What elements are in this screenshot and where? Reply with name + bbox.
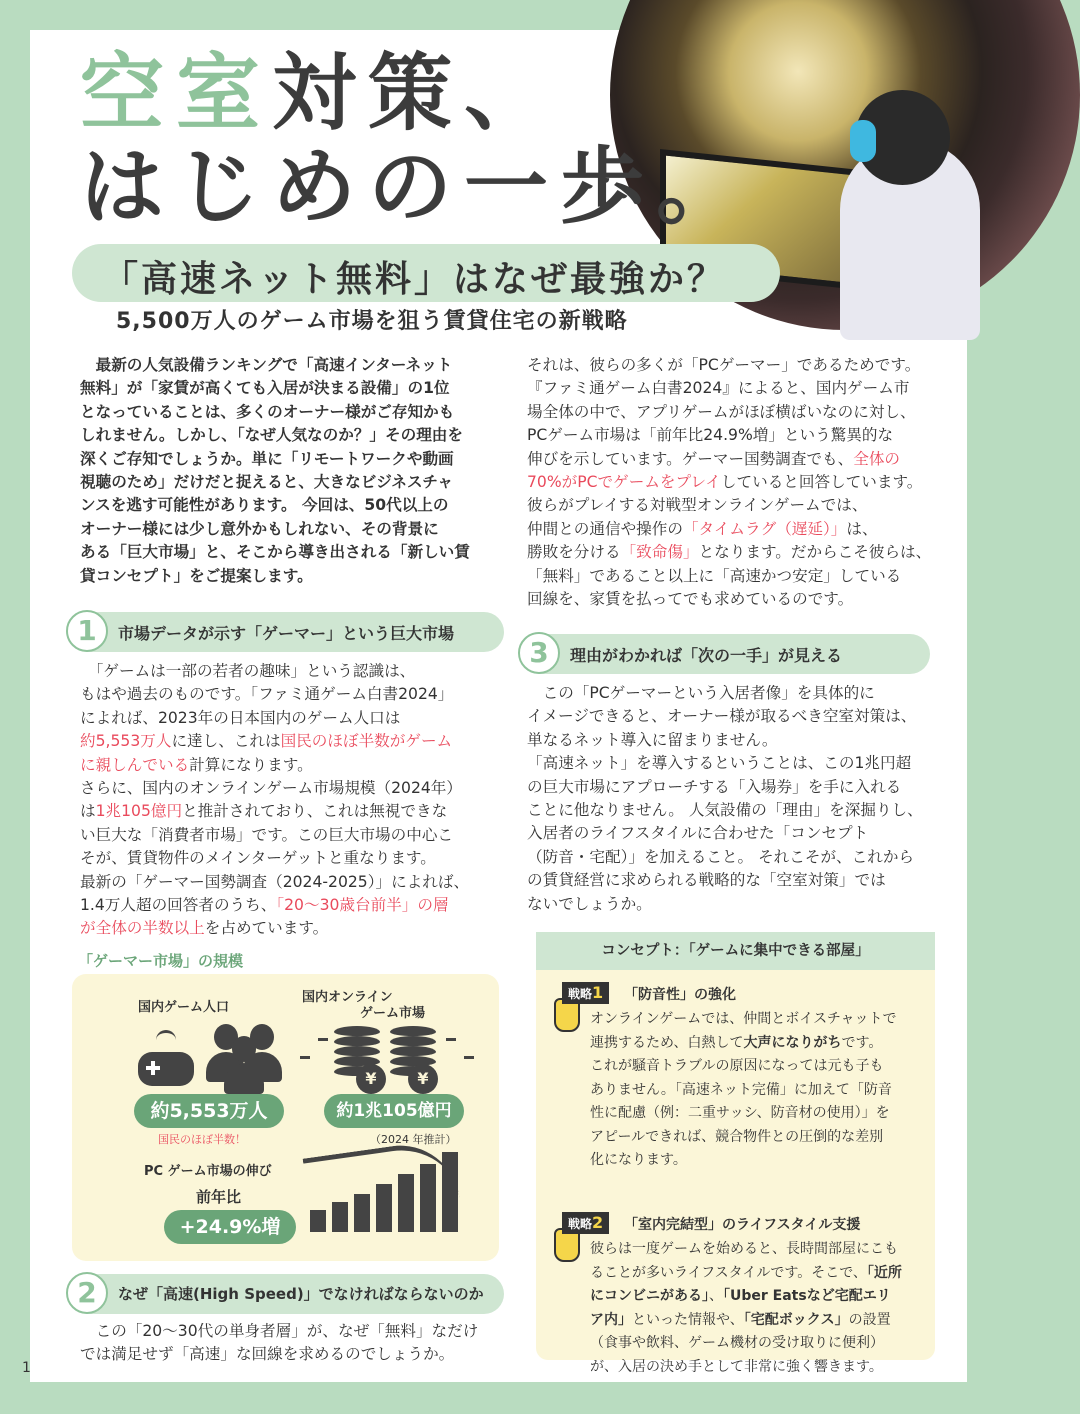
section3-heading (520, 634, 930, 674)
title-rest: 対策、 (272, 44, 561, 142)
body-line: オンラインゲームでは、仲間とボイスチャットで (590, 1011, 897, 1027)
body-line: では満足せず「高速」な回線を求めるのでしょうか。 (80, 1345, 455, 1364)
body-line: の賃貸経営に求められる戦略的な「空室対策」では (527, 871, 886, 890)
body-line: ないでしょうか。 (527, 894, 652, 913)
growth-bar (420, 1164, 436, 1232)
highlight-text: に親しんでいる (80, 755, 190, 774)
body-line: （防音・宅配）」を加えること。 それこそが、これから (527, 847, 915, 866)
online-market-label-1: 国内オンライン (302, 990, 393, 1005)
body-line: い巨大な「消費者市場」です。この巨大市場の中心こ (80, 825, 454, 844)
section1-number: 1 (66, 610, 108, 652)
person-icon (224, 1036, 264, 1094)
body-line: それは、彼らの多くが「PCゲーマー」であるためです。 (527, 356, 921, 374)
body-line: 性に配慮（例：二重サッシ、防音材の使用）」を (590, 1105, 890, 1121)
body-line: この「20〜30代の単身者層」が、なぜ「無料」なだけ (80, 1322, 479, 1340)
intro-line: ンスを逃す可能性があります。 今回は、50代以上の (80, 496, 449, 515)
page (30, 30, 967, 1382)
wifi-icon (156, 1030, 176, 1050)
body-line: の巨大市場にアプローチする「入場券」を手に入れる (527, 777, 902, 796)
intro-line: 視聴のため」だけだと捉えると、大きなビジネスチャ (80, 473, 454, 492)
body-line: によれば、2023年の日本国内のゲーム人口は (80, 708, 401, 727)
dash-icon (464, 1056, 474, 1059)
body-line: 場全体の中で、アプリゲームがほぼ横ばいなのに対し、 (527, 402, 916, 421)
body-line: 化になります。 (590, 1152, 687, 1168)
emphasis-text: 大声になりがち (743, 1034, 842, 1051)
body-line (590, 1032, 926, 1056)
section2-body (80, 1320, 507, 1367)
body-line (527, 541, 937, 564)
body-text: を占めています。 (204, 919, 329, 938)
section1-title: 市場データが示す「ゲーマー」という巨大市場 (118, 624, 455, 643)
body-line: 単なるネット導入に留まりません。 (527, 730, 778, 749)
dash-icon (300, 1056, 310, 1059)
highlight-text: 1兆105億円 (95, 802, 183, 821)
body-line (80, 800, 507, 823)
page-title (80, 46, 752, 234)
highlight-text: 70%がPCでゲームをプレイ (527, 473, 721, 492)
body-text: ることが多いライフスタイルです。そこで、 (590, 1264, 867, 1281)
growth-chart-icon (300, 1142, 476, 1232)
highlight-text: が全体の半数以上 (80, 919, 205, 938)
body-line: 入居者のライフスタイルに合わせた「コンセプト (527, 824, 869, 843)
emphasis-text: 「Uber Eatsなど宅配エリ (723, 1288, 891, 1304)
emphasis-text: にコンビニがある」 (590, 1288, 709, 1304)
body-line (80, 730, 507, 753)
body-line: もはや過去のものです。「ファミ通ゲーム白書2024」 (80, 685, 454, 704)
strategy-tag-text: 戦略 (568, 1217, 593, 1231)
gamepad-icon (138, 1052, 194, 1086)
dash-icon (318, 1038, 328, 1041)
game-population-label: 国内ゲーム人口 (138, 1000, 230, 1015)
body-line: ありません。「高速ネット完備」に加えて「防音 (590, 1081, 892, 1098)
body-line (590, 1285, 930, 1309)
population-note: 国民のほぼ半数！ (158, 1133, 246, 1146)
intro-line: 深くご存知でしょうか。単に「リモートワークや動画 (80, 449, 454, 468)
body-text: は (80, 802, 96, 821)
body-line: イメージできると、オーナー様が取るべき空室対策は、 (527, 707, 917, 726)
highlight-text: 全体の (853, 449, 901, 468)
body-line (80, 917, 507, 940)
emphasis-text: ア内」 (590, 1311, 632, 1328)
strategy1-title: 「防音性」の強化 (624, 987, 736, 1003)
intro-line: ある「巨大市場」と、そこから導き出される「新しい賃 (80, 543, 470, 562)
body-line (80, 754, 507, 777)
population-badge: 約5,553万人 (134, 1094, 284, 1128)
body-line (80, 894, 507, 917)
body-line: が、入居の決め手として非常に強く響きます。 (590, 1358, 883, 1375)
emphasis-text: 「近所 (866, 1264, 902, 1281)
body-line: 彼らがプレイする対戦型オンラインゲームでは、 (527, 496, 868, 515)
body-line: 最新の「ゲーマー国勢調査（2024-2025）」によれば、 (80, 872, 470, 891)
growth-bar (442, 1152, 458, 1232)
section2-title: なぜ「高速(High Speed)」でなければならないのか (118, 1285, 484, 1303)
body-line: ことに他なりません。 人気設備の「理由」を深掘りし、 (527, 801, 923, 820)
market-caption: 「ゲーマー市場」の規模 (78, 952, 244, 970)
intro-line: 最新の人気設備ランキングで「高速インターネット (80, 356, 453, 374)
online-market-label-2: ゲーム市場 (360, 1006, 426, 1021)
concept-header: コンセプト：「ゲームに集中できる部屋」 (536, 932, 935, 970)
body-line: 回線を、家賃を払ってでも求めているのです。 (527, 590, 854, 609)
growth-bar (332, 1202, 348, 1232)
body-line: さらに、国内のオンラインゲーム市場規模（2024年） (80, 779, 462, 798)
body-line (527, 518, 937, 541)
body-line: この「PCゲーマーという入居者像」を具体的に (527, 684, 875, 702)
body-line (590, 1262, 930, 1286)
strategy-tag-number: 1 (592, 983, 604, 1002)
market-infographic (72, 974, 499, 1261)
body-text: の設置 (848, 1311, 891, 1328)
body-line (527, 448, 937, 471)
page-number: 1 (22, 1360, 31, 1376)
strategy2-body (590, 1238, 930, 1379)
section2-heading (68, 1274, 504, 1314)
body-text: 計算になります。 (189, 755, 313, 774)
highlight-text: 「タイムラグ（遅延）」 (682, 519, 847, 538)
body-text: 、 (709, 1288, 723, 1304)
body-line: 彼らは一度ゲームを始めると、長時間部屋にこも (590, 1241, 898, 1257)
strategy2-tag (562, 1212, 609, 1234)
highlight-text: 「致命傷」 (620, 543, 699, 562)
right-column-body (527, 354, 937, 611)
body-text: 勝敗を分ける (527, 543, 621, 562)
body-line: 「無料」であること以上に「高速かつ安定」している (527, 566, 902, 585)
body-text: といった情報や、 (632, 1311, 744, 1328)
body-text: 仲間との通信や操作の (527, 519, 683, 538)
intro-paragraph (80, 354, 507, 588)
body-line: （食事や飲料、ゲーム機材の受け取りに便利） (590, 1335, 884, 1351)
title-accent: 空室 (80, 44, 273, 142)
strategy1-tag (562, 982, 609, 1004)
growth-bar (398, 1174, 414, 1232)
concept-box (536, 932, 935, 1375)
section1-body (80, 660, 507, 941)
subtitle-text: 「高速ネット無料」はなぜ最強か？ (102, 259, 727, 300)
body-text: は、 (846, 519, 878, 538)
online-market-note: （2024 年推計） (370, 1133, 457, 1146)
growth-bar (376, 1184, 392, 1232)
highlight-text: 「20〜30歳台前半」の層 (276, 896, 449, 915)
strategy2-title: 「室内完結型」のライフスタイル支援 (624, 1217, 861, 1233)
body-line: そが、賃貸物件のメインターゲットと重なります。 (80, 849, 436, 868)
online-market-badge: 約1兆105億円 (324, 1094, 464, 1128)
body-text: していると回答しています。 (720, 473, 923, 492)
strategy1-body (590, 1008, 926, 1173)
body-line: これが騒音トラブルの原因になっては元も子も (590, 1058, 884, 1074)
body-line: 「高速ネット」を導入するということは、この1兆円超 (527, 754, 912, 773)
body-line (590, 1309, 930, 1333)
strategy-tag-number: 2 (592, 1213, 604, 1232)
intro-line: しれません。しかし、「なぜ人気なのか？」その理由を (80, 426, 463, 445)
subheadline: 5,500万人のゲーム市場を狙う賃貸住宅の新戦略 (116, 309, 628, 334)
section1-heading (68, 612, 504, 652)
subtitle-pill (72, 244, 780, 302)
highlight-text: 約5,553万人 (80, 732, 172, 751)
body-line: 『ファミ通ゲーム白書2024』によると、国内ゲーム市 (527, 379, 910, 398)
body-text: となります。だからこそ彼らは、 (698, 543, 932, 562)
section2-number: 2 (66, 1272, 108, 1314)
intro-line: オーナー様には少し意外かもしれない、その背景に (80, 519, 439, 538)
section3-body (527, 682, 937, 916)
body-line: PCゲーム市場は「前年比24.9%増」という驚異的な (527, 426, 894, 445)
body-line: 「ゲームは一部の若者の趣味」という認識は、 (80, 662, 416, 680)
yoy-label: 前年比 (196, 1188, 242, 1206)
body-text: に達し、これは (171, 732, 281, 751)
dash-icon (446, 1038, 456, 1041)
body-text: と推計されており、これは無視できな (182, 802, 448, 821)
body-line (527, 471, 937, 494)
body-text: です。 (841, 1034, 883, 1051)
pc-growth-label: PC ゲーム市場の伸び (144, 1164, 272, 1179)
highlight-text: 国民のほぼ半数がゲーム (280, 732, 453, 751)
growth-bar (310, 1210, 326, 1232)
yen-icon: ¥ (356, 1064, 386, 1094)
headset-icon (850, 120, 876, 162)
body-line: アピールできれば、競合物件との圧倒的な差別 (590, 1128, 884, 1145)
body-text: 連携するため、白熱して (590, 1034, 744, 1051)
section3-title: 理由がわかれば「次の一手」が見える (570, 646, 843, 665)
strategy-tag-text: 戦略 (568, 987, 593, 1001)
intro-line: となっていることは、多くのオーナー様がご存知かも (80, 402, 455, 421)
intro-line: 貸コンセプト」をご提案します。 (80, 566, 313, 585)
emphasis-text: 「宅配ボックス」 (743, 1311, 849, 1328)
section3-number: 3 (518, 632, 560, 674)
yen-icon: ¥ (408, 1064, 438, 1094)
body-text: 伸びを示しています。ゲーマー国勢調査でも、 (527, 449, 854, 468)
body-text: 1.4万人超の回答者のうち、 (80, 896, 277, 915)
intro-line: 無料」が「家賃が高くても入居が決まる設備」の1位 (80, 379, 450, 398)
growth-bar (354, 1194, 370, 1232)
yoy-badge: +24.9%増 (164, 1210, 296, 1244)
title-line2: はじめの一歩。 (80, 138, 753, 236)
